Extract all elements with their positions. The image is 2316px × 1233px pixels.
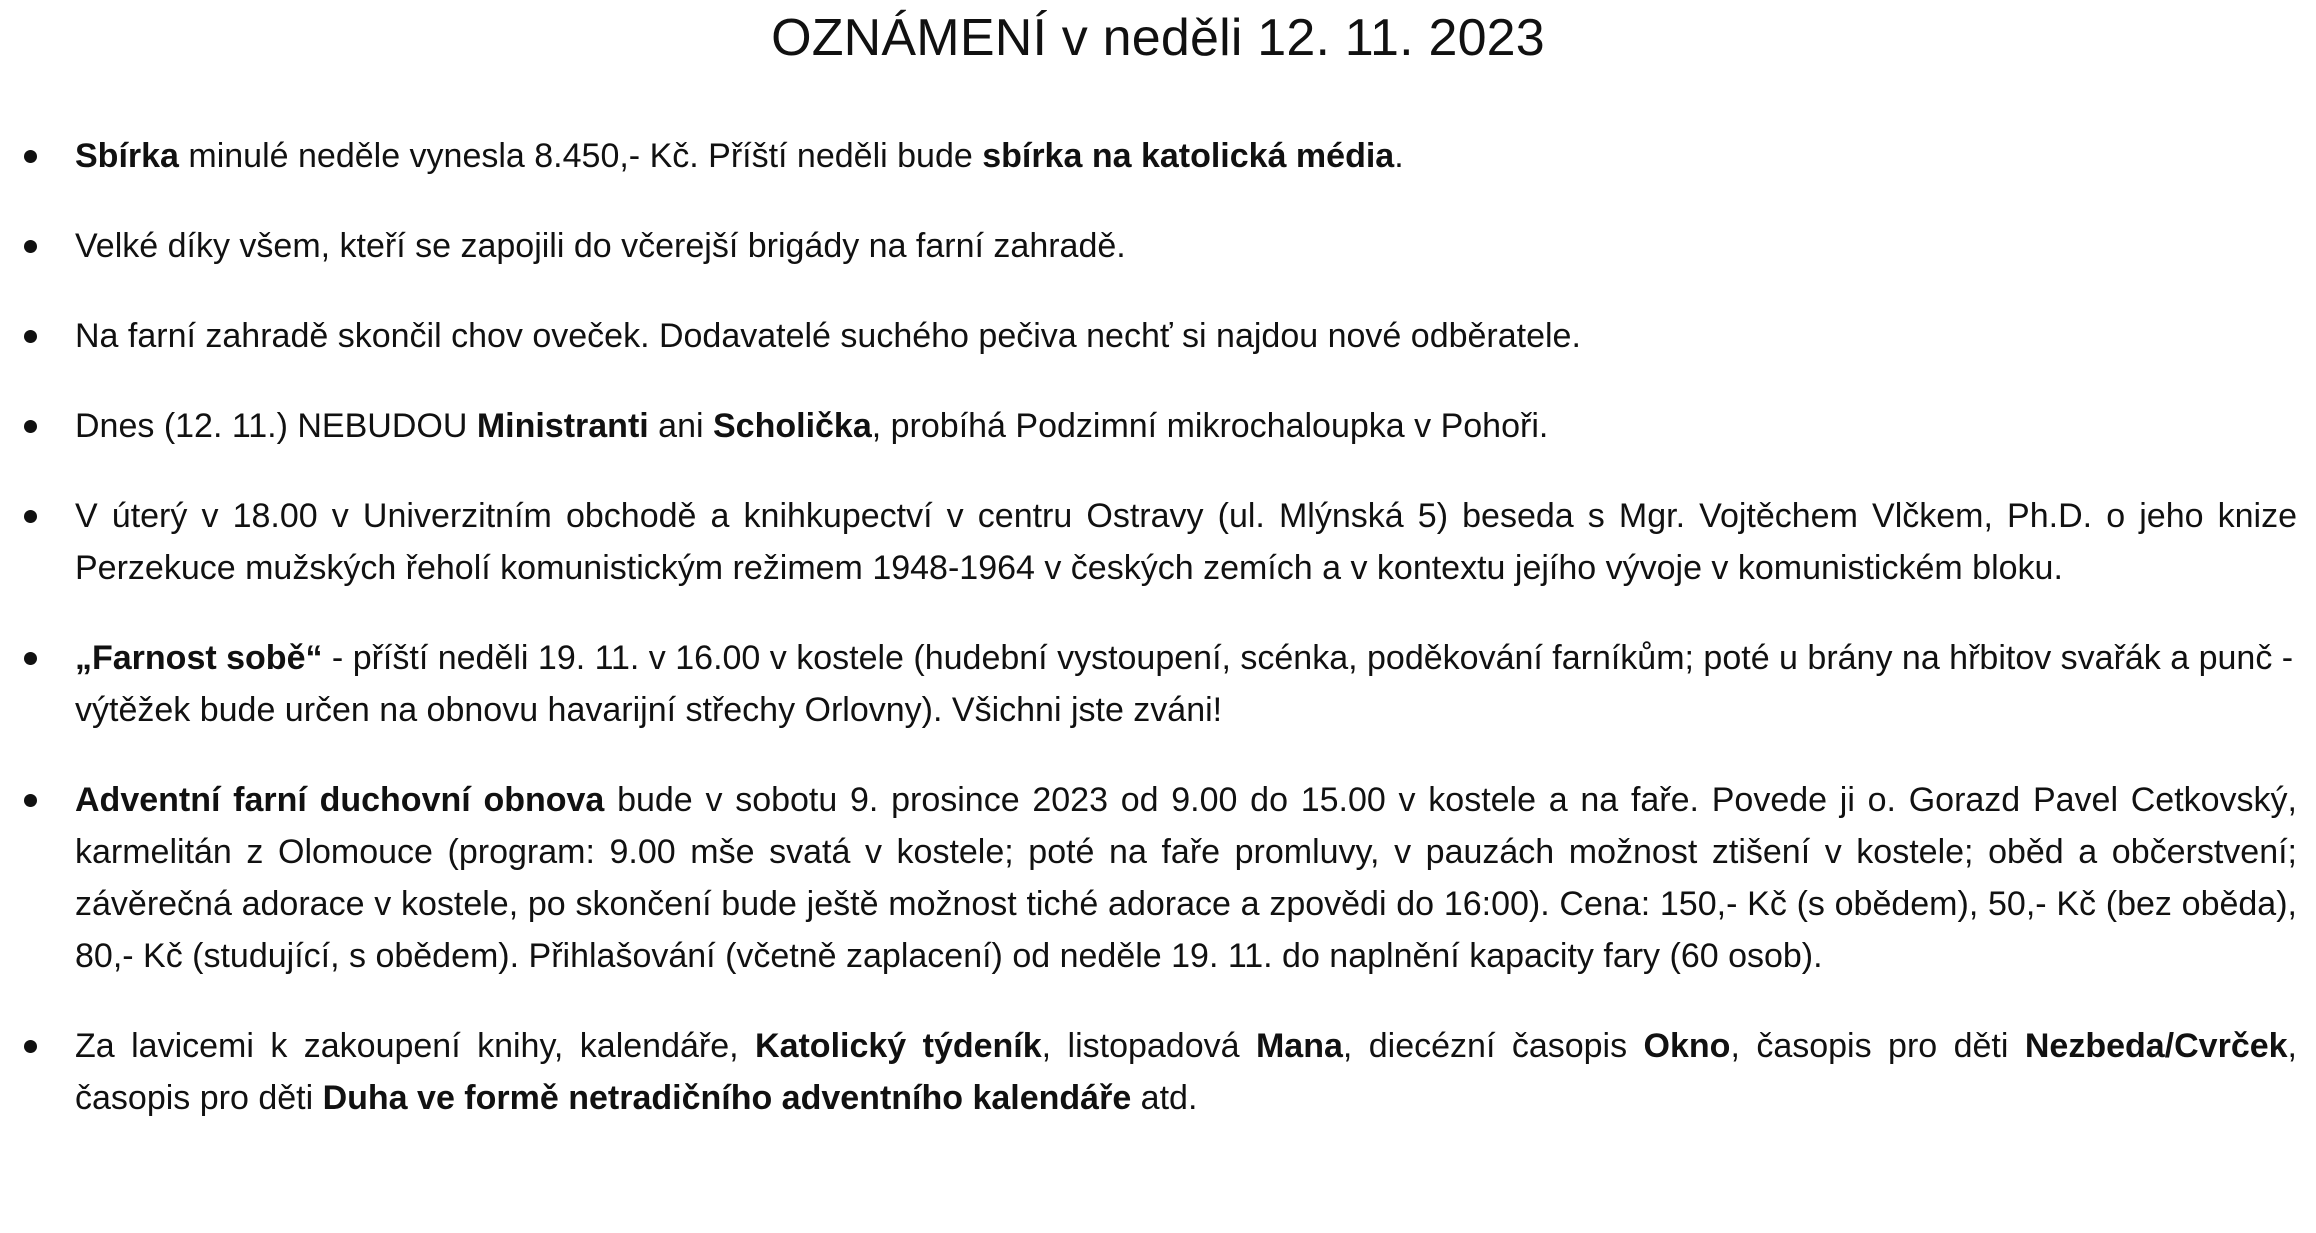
- bullet-icon: [24, 652, 37, 665]
- item-text: V úterý v 18.00 v Univerzitním obchodě a knihkupectví v centru Ostravy (ul. Mlýnská 5) beseda s Mgr. Vojtěchem Vlčkem, Ph.D. o jeho knize Perzekuce mužských řeholí komunistickým režimem 1948-1964 v českých zemích a v kontextu jejího vývoje v komunistickém bloku.: [75, 497, 2297, 587]
- list-item-parish-event: [0, 632, 2297, 736]
- item-text: , listopadová: [1041, 1027, 1256, 1065]
- item-text: Za lavicemi k zakoupení knihy, kalendáře,: [75, 1027, 756, 1065]
- bullet-icon: [24, 150, 37, 163]
- bullet-icon: [24, 240, 37, 253]
- item-text: , diecézní časopis: [1342, 1027, 1644, 1065]
- bullet-icon: [24, 1040, 37, 1053]
- item-text: atd.: [1131, 1079, 1198, 1117]
- item-text: bude v sobotu 9. prosince 2023 od 9.00 do 15.00 v kostele a na faře. Povede ji o. Gorazd Pavel Cetkovský, karmelitán z Olomouce (program: 9.00 mše svatá v kostele; poté na faře promluvy, v pauzách možnost ztišení v kostele; oběd a občerstvení; závěrečná adorace v kostele, po skončení bude ještě možnost tiché adorace a zpovědi do 16:00). Cena: 150,- Kč (s obědem), 50,- Kč (bez oběda), 80,- Kč (studující, s obědem). Přihlašování (včetně zaplacení) od neděle 19. 11. do naplnění kapacity fary (60 osob).: [75, 781, 2297, 975]
- bold-text: Duha ve formě netradičního adventního kalendáře: [322, 1079, 1132, 1117]
- bold-text: Adventní farní duchovní obnova: [75, 781, 605, 819]
- list-item-press: [0, 1020, 2297, 1124]
- item-text: minulé neděle vynesla 8.450,- Kč. Příští neděli bude: [178, 137, 983, 175]
- bullet-icon: [24, 510, 37, 523]
- bold-text: „Farnost sobě“: [75, 639, 323, 677]
- item-text: - příští neděli 19. 11. v 16.00 v kostele (hudební vystoupení, scénka, poděkování farníkům; poté u brány na hřbitov svařák a punč - výtěžek bude určen na obnovu havarijní střechy Orlovny). Všichni jste zváni!: [75, 639, 2294, 729]
- item-text: , probíhá Podzimní mikrochaloupka v Pohoři.: [871, 407, 1549, 445]
- bold-text: Mana: [1255, 1027, 1343, 1065]
- item-text: .: [1394, 137, 1404, 175]
- item-text: , časopis pro děti: [1730, 1027, 2025, 1065]
- bold-text: Nezbeda/Cvrček: [2024, 1027, 2288, 1065]
- item-text: Na farní zahradě skončil chov oveček. Dodavatelé suchého pečiva nechť si najdou nové odběratele.: [75, 317, 1581, 355]
- bullet-icon: [24, 330, 37, 343]
- announcement-list: [0, 130, 2316, 1124]
- list-item-collection: [0, 130, 2297, 182]
- bold-text: sbírka na katolická média: [982, 137, 1395, 175]
- bold-text: Katolický týdeník: [755, 1027, 1042, 1065]
- item-text: ani: [648, 407, 713, 445]
- bold-text: Ministranti: [476, 407, 649, 445]
- item-text: , časopis pro děti: [75, 1027, 2297, 1117]
- item-text: Dnes (12. 11.) NEBUDOU: [75, 407, 477, 445]
- list-item-sheep: [0, 310, 2297, 362]
- bullet-icon: [24, 794, 37, 807]
- bullet-icon: [24, 420, 37, 433]
- item-text: Velké díky všem, kteří se zapojili do včerejší brigády na farní zahradě.: [75, 227, 1126, 265]
- page-title: OZNÁMENÍ v neděli 12. 11. 2023: [771, 9, 1545, 67]
- list-item-today: [0, 400, 2297, 452]
- list-item-advent-retreat: [0, 774, 2297, 982]
- bold-text: Scholička: [713, 407, 872, 445]
- bold-text: Okno: [1643, 1027, 1731, 1065]
- bold-text: Sbírka: [75, 137, 179, 175]
- list-item-thanks: [0, 220, 2297, 272]
- list-item-book-talk: [0, 490, 2297, 594]
